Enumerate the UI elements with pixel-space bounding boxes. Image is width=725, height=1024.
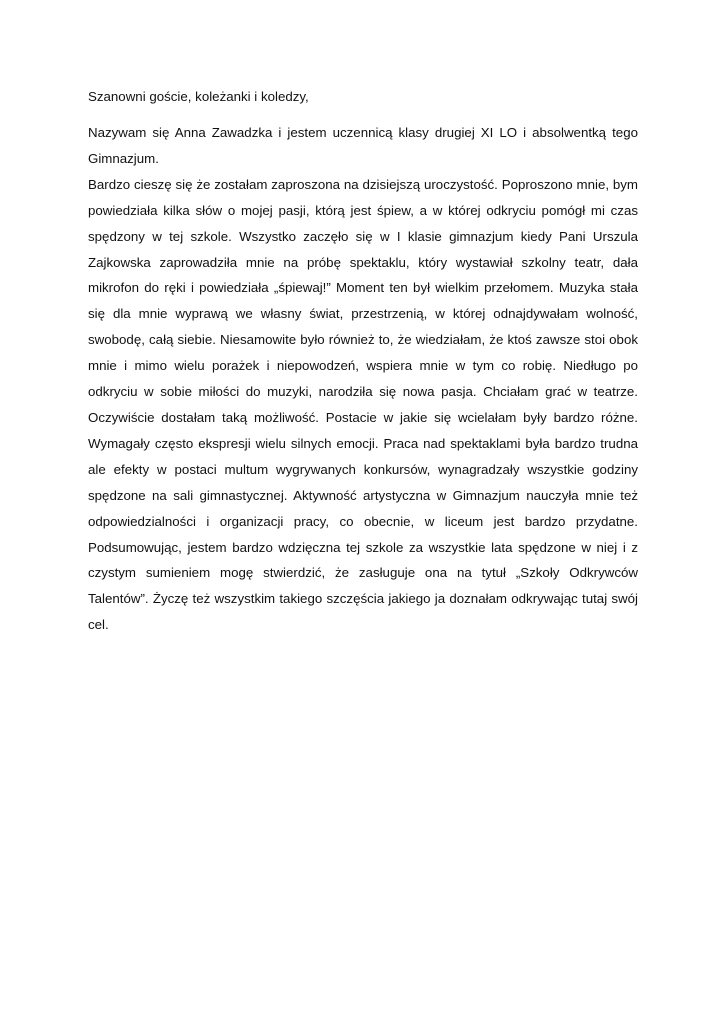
greeting-line: Szanowni goście, koleżanki i koledzy,	[88, 89, 309, 104]
letter-body	[88, 84, 638, 638]
paragraph-main: Bardzo cieszę się że zostałam zaproszona na dzisiejszą uroczystość. Poproszono mnie, bym powiedziała kilka słów o mojej pasji, którą jest śpiew, a w której odkryciu pomógł mi czas spędzony w tej szkole. Wszystko zaczęło się w I klasie gimnazjum kiedy Pani Urszula Zajkowska zaprowadziła mnie na próbę spektaklu, który wystawiał szkolny teatr, dała mikrofon do ręki i powiedziała „śpiewaj!” Moment ten był wielkim przełomem. Muzyka stała się dla mnie wyprawą we własny świat, przestrzenią, w której odnajdywałam wolność, swobodę, całą siebie. Niesamowite było również to, że wiedziałam, że ktoś zawsze stoi obok mnie i mimo wielu porażek i niepowodzeń, wspiera mnie w tym co robię. Niedługo po odkryciu w sobie miłości do muzyki, narodziła się nowa pasja. Chciałam grać w teatrze. Oczywiście dostałam taką możliwość. Postacie w jakie się wcielałam były bardzo różne. Wymagały często ekspresji wielu silnych emocji. Praca nad spektaklami była bardzo trudna ale efekty w postaci multum wygrywanych konkursów, wynagradzały wszystkie godziny spędzone na sali gimnastycznej. Aktywność artystyczna w Gimnazjum nauczyła mnie też odpowiedzialności i organizacji pracy, co obecnie, w liceum jest bardzo przydatne. Podsumowując, jestem bardzo wdzięczna tej szkole za wszystkie lata spędzone w niej i z czystym sumieniem mogę stwierdzić, że zasługuje ona na tytuł „Szkoły Odkrywców Talentów”. Życzę też wszystkim takiego szczęścia jakiego ja doznałam odkrywając tutaj swój cel.	[88, 176, 638, 633]
paragraph-introduction: Nazywam się Anna Zawadzka i jestem uczennicą klasy drugiej XI LO i absolwentką tego Gimnazjum.	[88, 125, 638, 166]
